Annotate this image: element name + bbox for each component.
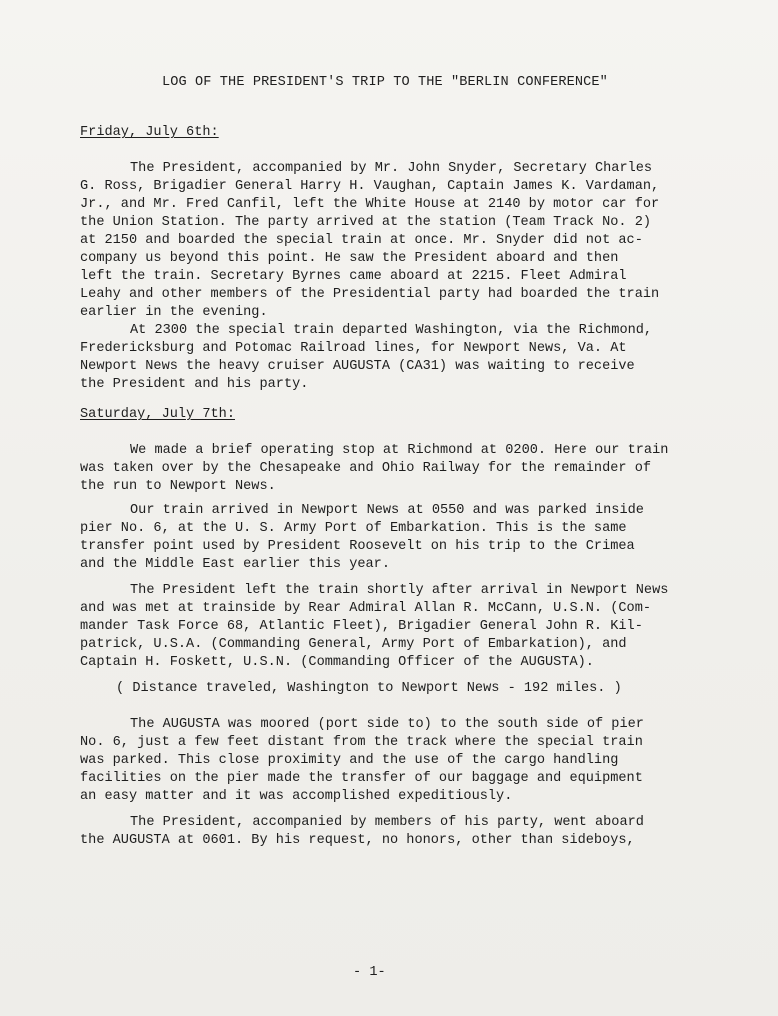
text-line: We made a brief operating stop at Richmond at 0200. Here our train [130, 443, 669, 458]
paragraph-saturday-6 [80, 814, 644, 850]
text-line: At 2300 the special train departed Washington, via the Richmond, [130, 323, 653, 338]
text-line: patrick, U.S.A. (Commanding General, Army Port of Embarkation), and [80, 637, 627, 652]
text-line: Captain H. Foskett, U.S.N. (Commanding Officer of the AUGUSTA). [80, 655, 594, 670]
text-line: Leahy and other members of the Presidential party had boarded the train [80, 287, 660, 302]
text-line: mander Task Force 68, Atlantic Fleet), Brigadier General John R. Kil- [80, 619, 643, 634]
text-line: Fredericksburg and Potomac Railroad lines, for Newport News, Va. At [80, 341, 627, 356]
paragraph-saturday-2 [80, 502, 644, 574]
paragraph-saturday-3 [80, 582, 669, 672]
text-line: Our train arrived in Newport News at 0550 and was parked inside [130, 503, 644, 518]
text-line: and the Middle East earlier this year. [80, 557, 390, 572]
text-line: an easy matter and it was accomplished expeditiously. [80, 789, 513, 804]
text-line: pier No. 6, at the U. S. Army Port of Embarkation. This is the same [80, 521, 627, 536]
text-line: was parked. This close proximity and the use of the cargo handling [80, 753, 619, 768]
text-line: transfer point used by President Roosevelt on his trip to the Crimea [80, 539, 635, 554]
paragraph-saturday-1 [80, 442, 669, 496]
distance-note: ( Distance traveled, Washington to Newport News - 192 miles. ) [116, 681, 622, 696]
text-line: and was met at trainside by Rear Admiral Allan R. McCann, U.S.N. (Com- [80, 601, 652, 616]
text-line: The President, accompanied by Mr. John Snyder, Secretary Charles [130, 161, 653, 176]
text-line: The AUGUSTA was moored (port side to) to the south side of pier [130, 717, 644, 732]
text-line: earlier in the evening. [80, 305, 268, 320]
text-line: the run to Newport News. [80, 479, 276, 494]
text-line: the President and his party. [80, 377, 309, 392]
page-number: - 1- [353, 965, 386, 980]
paragraph-friday-2 [80, 322, 653, 394]
text-line: Jr., and Mr. Fred Canfil, left the White House at 2140 by motor car for [80, 197, 660, 212]
page-title: LOG OF THE PRESIDENT'S TRIP TO THE "BERLIN CONFERENCE" [162, 75, 608, 90]
section-heading-saturday: Saturday, July 7th: [80, 407, 235, 422]
text-line: Newport News the heavy cruiser AUGUSTA (CA31) was waiting to receive [80, 359, 635, 374]
text-line: No. 6, just a few feet distant from the track where the special train [80, 735, 643, 750]
text-line: was taken over by the Chesapeake and Ohio Railway for the remainder of [80, 461, 652, 476]
text-line: The President left the train shortly after arrival in Newport News [130, 583, 669, 598]
text-line: the Union Station. The party arrived at the station (Team Track No. 2) [80, 215, 652, 230]
text-line: at 2150 and boarded the special train at once. Mr. Snyder did not ac- [80, 233, 643, 248]
text-line: company us beyond this point. He saw the President aboard and then [80, 251, 619, 266]
text-line: The President, accompanied by members of his party, went aboard [130, 815, 644, 830]
section-heading-friday: Friday, July 6th: [80, 125, 219, 140]
text-line: left the train. Secretary Byrnes came aboard at 2215. Fleet Admiral [80, 269, 627, 284]
paragraph-saturday-5 [80, 716, 644, 806]
paragraph-friday-1 [80, 160, 660, 322]
text-line: the AUGUSTA at 0601. By his request, no honors, other than sideboys, [80, 833, 635, 848]
text-line: G. Ross, Brigadier General Harry H. Vaughan, Captain James K. Vardaman, [80, 179, 660, 194]
text-line: facilities on the pier made the transfer of our baggage and equipment [80, 771, 643, 786]
